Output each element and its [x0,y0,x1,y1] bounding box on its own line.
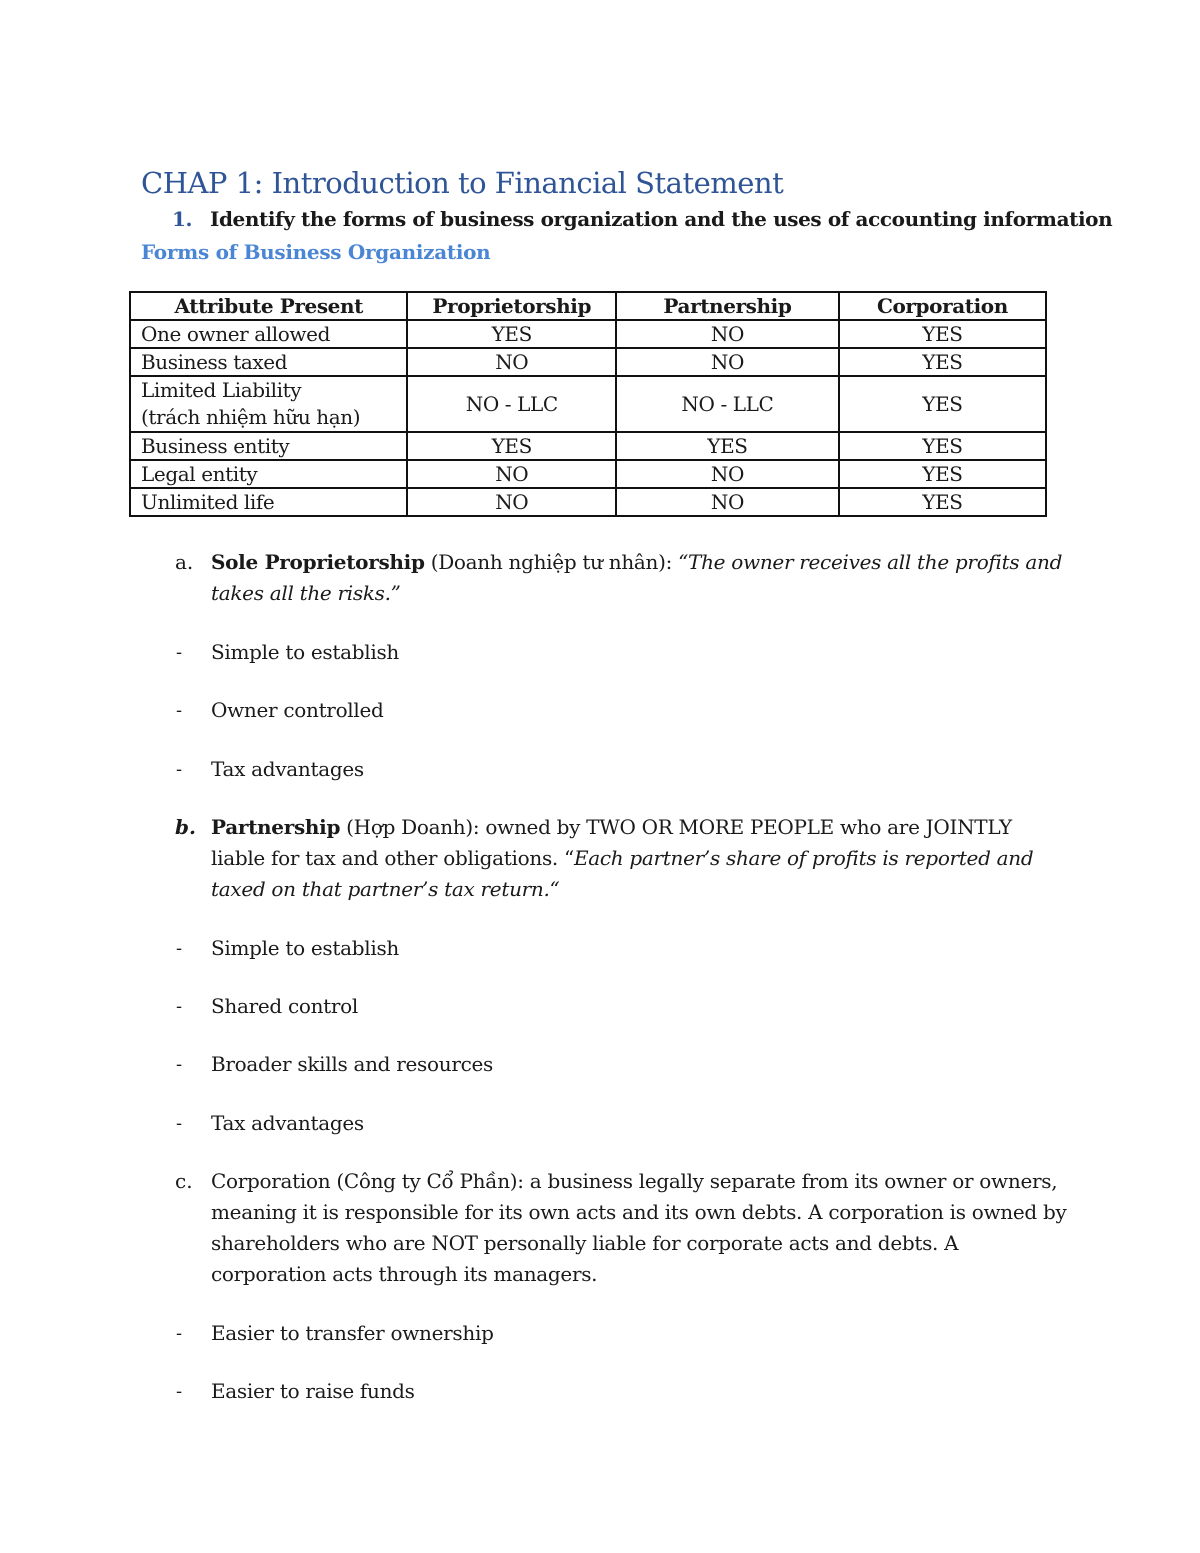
objective-number: 1. [172,207,193,231]
corporation-paragraph: Corporation (Công ty Cổ Phần): a business legally separate from its owner or owners, meaning it is responsible for its own acts and its own debts. A corporation is owned by shareholders who are NOT personally liable for corporate acts and debts. A corporation acts through its managers. [211,1169,1067,1286]
bullet-dash: - [176,700,183,721]
objective-text: Identify the forms of business organization and the uses of accounting information [210,207,1113,231]
table-row [130,432,1046,460]
bullet-dash: - [176,1381,183,1402]
row-corporation: YES [839,488,1046,516]
row-corporation: YES [839,320,1046,348]
row-corporation: YES [839,460,1046,488]
section-heading: Forms of Business Organization [141,240,491,264]
table-row [130,460,1046,488]
list-item: Simple to establish [211,640,399,664]
bullet-dash: - [176,1054,183,1075]
partnership-plain: (Hợp Doanh): owned by TWO OR MORE PEOPLE who are JOINTLY liable for tax and other obligations. “ [211,815,1012,870]
table-row [130,376,1046,432]
sole-proprietorship-paragraph [211,547,1071,609]
row-attribute: Business entity [130,432,407,460]
bullet-dash: - [176,996,183,1017]
row-attribute-line2: (trách nhiệm hữu hạn) [141,405,361,429]
row-proprietorship: NO [407,348,616,376]
row-proprietorship: NO [407,460,616,488]
row-attribute: Business taxed [130,348,407,376]
row-partnership: NO [616,320,839,348]
partnership-paragraph [211,812,1071,905]
row-partnership: NO [616,460,839,488]
row-attribute [130,376,407,432]
row-partnership: NO [616,488,839,516]
row-proprietorship: YES [407,432,616,460]
list-marker-a: a. [175,550,194,574]
bullet-dash: - [176,759,183,780]
row-attribute: Legal entity [130,460,407,488]
list-item: Tax advantages [211,1111,364,1135]
list-marker-b: b. [175,815,196,839]
list-item: Broader skills and resources [211,1052,493,1076]
list-item: Easier to transfer ownership [211,1321,494,1345]
list-item: Tax advantages [211,757,364,781]
bullet-dash: - [176,642,183,663]
row-partnership: NO [616,348,839,376]
header-partnership: Partnership [616,292,839,320]
row-corporation: YES [839,432,1046,460]
table-row [130,488,1046,516]
list-item: Owner controlled [211,698,384,722]
bullet-dash: - [176,1323,183,1344]
row-corporation: YES [839,376,1046,432]
list-marker-c: c. [175,1169,193,1193]
table-header-row [130,292,1046,320]
business-forms-table [129,291,1047,517]
partnership-quote: Each partner’s share of profits is reported and taxed on that partner’s tax return. [211,846,1034,901]
sole-plain: (Doanh nghiệp tư nhân): [424,550,679,574]
header-corporation: Corporation [839,292,1046,320]
row-proprietorship: YES [407,320,616,348]
chapter-title: CHAP 1: Introduction to Financial Statement [141,166,784,200]
learning-objective [172,207,1112,231]
header-attribute: Attribute Present [130,292,407,320]
row-partnership: YES [616,432,839,460]
row-proprietorship: NO - LLC [407,376,616,432]
list-item: Simple to establish [211,936,399,960]
row-attribute-line1: Limited Liability [141,378,302,402]
row-proprietorship: NO [407,488,616,516]
row-attribute: Unlimited life [130,488,407,516]
table-row [130,348,1046,376]
bullet-dash: - [176,938,183,959]
row-partnership: NO - LLC [616,376,839,432]
row-attribute: One owner allowed [130,320,407,348]
header-proprietorship: Proprietorship [407,292,616,320]
list-item: Easier to raise funds [211,1379,415,1403]
list-item: Shared control [211,994,359,1018]
sole-quote: “The owner receives all the profits and takes all the risks.” [211,550,1063,605]
partnership-term: Partnership [211,815,341,839]
row-corporation: YES [839,348,1046,376]
sole-term: Sole Proprietorship [211,550,425,574]
partnership-quote-close: “ [549,877,560,901]
table-row [130,320,1046,348]
bullet-dash: - [176,1113,183,1134]
